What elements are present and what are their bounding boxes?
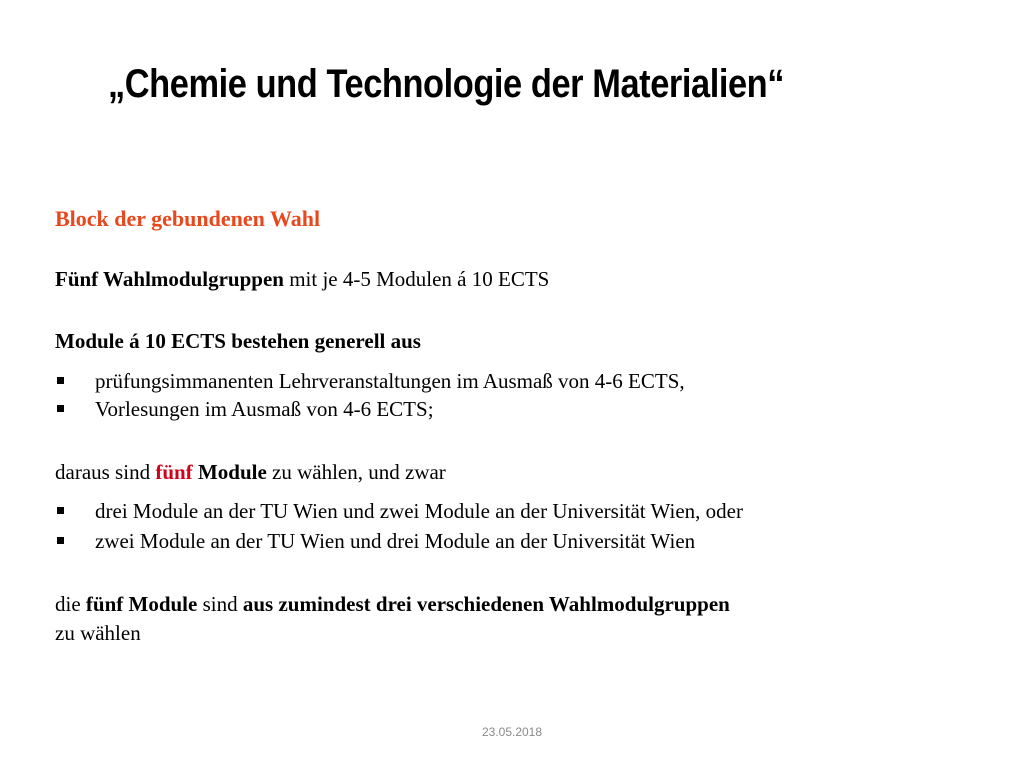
block-heading: Block der gebundenen Wahl <box>55 206 321 231</box>
module-composition-heading: Module á 10 ECTS bestehen generell aus <box>55 329 421 353</box>
paragraph-continuation: zu wählen <box>55 621 141 645</box>
paragraph-bold: aus zumindest drei verschiedenen Wahlmodulgruppen <box>242 592 730 616</box>
paragraph-text: daraus sind <box>55 460 156 484</box>
slide-title: „Chemie und Technologie der Materialien“ <box>108 62 785 106</box>
paragraph-selection <box>55 459 446 485</box>
square-bullet-icon <box>57 377 64 384</box>
paragraph-text: die <box>55 592 86 616</box>
square-bullet-icon <box>57 537 64 544</box>
paragraph-bold: Module <box>197 460 267 484</box>
paragraph-text: zu wählen, und zwar <box>266 460 446 484</box>
paragraph-text: sind <box>197 592 243 616</box>
paragraph-wahlmodulgruppen-rule <box>55 591 730 617</box>
highlight-word: fünf <box>155 460 193 484</box>
square-bullet-icon <box>57 405 64 412</box>
bullet-text: Vorlesungen im Ausmaß von 4-6 ECTS; <box>95 397 434 421</box>
paragraph-bold: Fünf Wahlmodulgruppen <box>55 267 284 291</box>
bullet-text: zwei Module an der TU Wien und drei Module an der Universität Wien <box>95 529 696 553</box>
paragraph-text: mit je 4-5 Modulen á 10 ECTS <box>283 267 550 291</box>
footer-date: 23.05.2018 <box>481 725 543 739</box>
bullet-text: drei Module an der TU Wien und zwei Module an der Universität Wien, oder <box>95 499 743 523</box>
square-bullet-icon <box>57 507 64 514</box>
paragraph-bold: fünf Module <box>85 592 198 616</box>
paragraph-wahlmodulgruppen <box>55 266 549 292</box>
bullet-text: prüfungsimmanenten Lehrveranstaltungen im Ausmaß von 4-6 ECTS, <box>95 369 685 393</box>
